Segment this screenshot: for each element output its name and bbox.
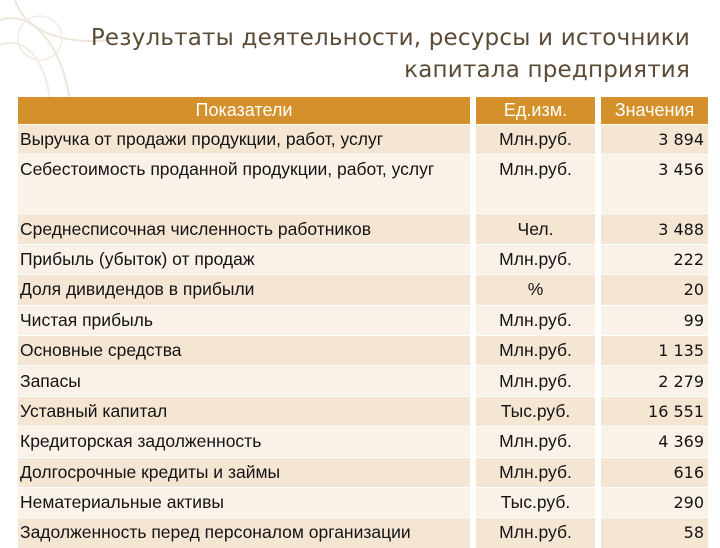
header-values: Значения [598,97,708,125]
row-value: 20 [598,275,708,305]
table-row [18,396,708,426]
table-row [18,487,708,517]
row-value: 222 [598,244,708,274]
row-value: 3 894 [598,125,708,155]
title-line-2: капитала предприятия [404,57,690,83]
row-name: Кредиторская задолженность [18,427,473,457]
row-value: 3 456 [598,155,708,214]
table-row [18,366,708,396]
row-name: Долгосрочные кредиты и займы [18,457,473,487]
table-row [18,335,708,365]
table-row [18,244,708,274]
row-unit: Млн.руб. [473,366,598,396]
row-unit: Млн.руб. [473,457,598,487]
row-name: Себестоимость проданной продукции, работ, услуг [18,155,473,214]
table-header-row [18,97,708,125]
table-row [18,518,708,548]
row-name: Задолженность перед персоналом организации [18,518,473,548]
row-value: 1 135 [598,335,708,365]
row-name: Уставный капитал [18,396,473,426]
row-unit: Млн.руб. [473,427,598,457]
row-name: Доля дивидендов в прибыли [18,275,473,305]
table-row [18,125,708,155]
row-name: Прибыль (убыток) от продаж [18,244,473,274]
row-unit: Чел. [473,214,598,244]
table-row [18,305,708,335]
row-unit: Млн.руб. [473,335,598,365]
row-value: 58 [598,518,708,548]
row-value: 3 488 [598,214,708,244]
table-row [18,275,708,305]
row-unit: % [473,275,598,305]
table-row [18,155,708,214]
row-name: Основные средства [18,335,473,365]
row-name: Нематериальные активы [18,487,473,517]
row-unit: Млн.руб. [473,518,598,548]
row-unit: Тыс.руб. [473,487,598,517]
row-value: 2 279 [598,366,708,396]
page-title [50,22,690,86]
row-unit: Млн.руб. [473,125,598,155]
row-value: 4 369 [598,427,708,457]
row-unit: Млн.руб. [473,155,598,214]
row-name: Выручка от продажи продукции, работ, услуг [18,125,473,155]
header-indicators: Показатели [18,97,473,125]
row-unit: Тыс.руб. [473,396,598,426]
row-name: Чистая прибыль [18,305,473,335]
row-name: Запасы [18,366,473,396]
row-value: 16 551 [598,396,708,426]
row-unit: Млн.руб. [473,244,598,274]
table-row [18,427,708,457]
indicators-table [18,97,708,548]
row-value: 616 [598,457,708,487]
table-row [18,457,708,487]
header-unit: Ед.изм. [473,97,598,125]
row-value: 290 [598,487,708,517]
table-row [18,214,708,244]
title-line-1: Результаты деятельности, ресурсы и источники [90,25,690,51]
row-unit: Млн.руб. [473,305,598,335]
row-name: Среднесписочная численность работников [18,214,473,244]
row-value: 99 [598,305,708,335]
